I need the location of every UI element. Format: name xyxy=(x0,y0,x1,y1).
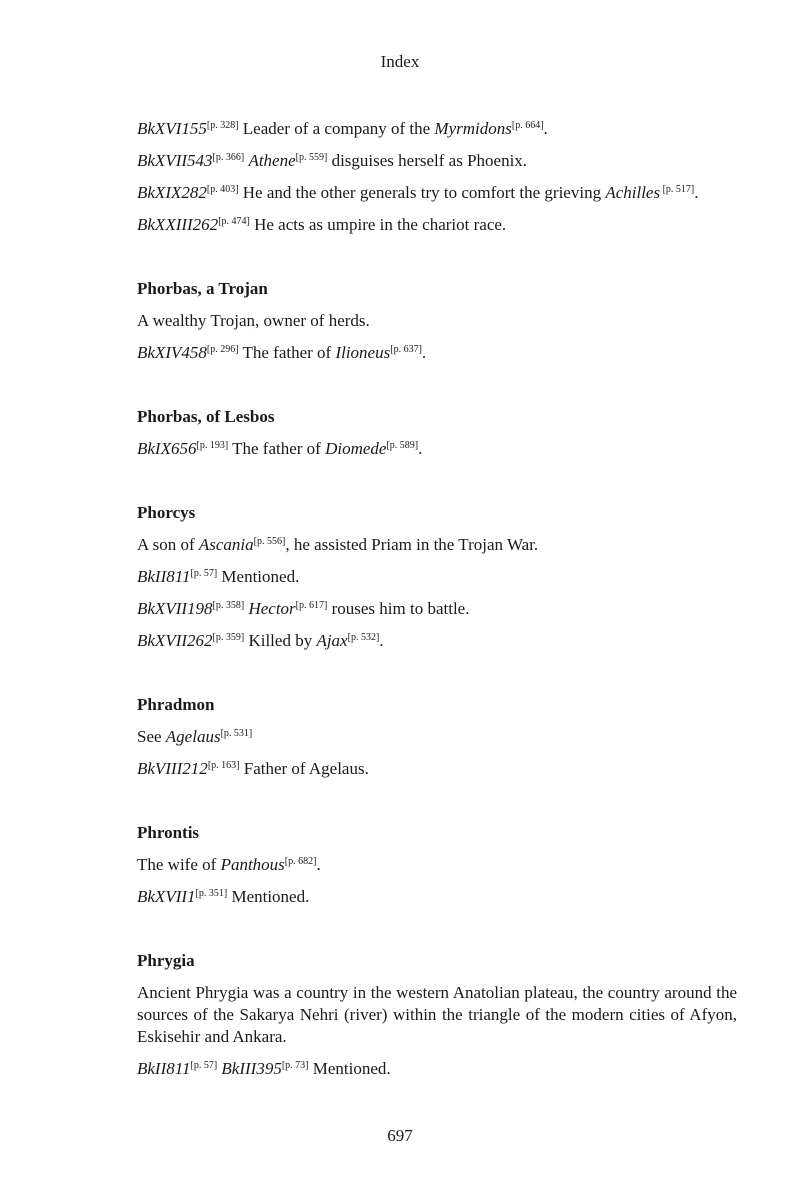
entry-text: He and the other generals try to comfort the grieving xyxy=(238,183,606,202)
entry-line xyxy=(137,630,737,652)
entry-line xyxy=(137,598,737,620)
page-ref-link[interactable]: [p. 296] xyxy=(206,344,239,355)
entry-text: . xyxy=(543,119,548,138)
entry-text: See xyxy=(137,727,166,746)
book-reference[interactable]: BkXXIII262 xyxy=(137,215,219,234)
page-ref-link[interactable]: [p. 366] xyxy=(212,152,245,163)
book-reference[interactable]: BkXVII1 xyxy=(137,887,196,906)
entry-text: The wife of xyxy=(137,855,221,874)
entry-text: . xyxy=(694,183,699,202)
entry-heading: Phradmon xyxy=(137,695,215,714)
page-ref-link[interactable]: [p. 403] xyxy=(206,184,239,195)
book-reference[interactable]: Ilioneus xyxy=(335,343,391,362)
page-ref-link[interactable]: [p. 359] xyxy=(212,632,245,643)
book-reference[interactable]: Panthous xyxy=(220,855,285,874)
entry-line xyxy=(137,342,737,364)
entry-text: . xyxy=(316,855,321,874)
book-reference[interactable]: BkXVII262 xyxy=(137,631,213,650)
index-entry xyxy=(137,502,737,652)
book-reference[interactable]: Agelaus xyxy=(165,727,221,746)
entry-text: He acts as umpire in the chariot race. xyxy=(249,215,507,234)
entry-text: A wealthy Trojan, owner of herds. xyxy=(137,311,370,330)
entry-heading: Phrygia xyxy=(137,951,195,970)
book-reference[interactable]: BkXVI155 xyxy=(137,119,207,138)
page-ref-link[interactable]: [p. 589] xyxy=(386,440,419,451)
page-ref-link[interactable]: [p. 532] xyxy=(347,632,380,643)
entry-text: , he assisted Priam in the Trojan War. xyxy=(285,535,539,554)
entry-line xyxy=(137,534,737,556)
page-ref-link[interactable]: [p. 57] xyxy=(190,568,218,579)
page-ref-link[interactable]: [p. 617] xyxy=(295,600,328,611)
page-ref-link[interactable]: [p. 193] xyxy=(196,440,229,451)
book-reference[interactable]: BkVIII212 xyxy=(137,759,208,778)
entry-text: Mentioned. xyxy=(217,567,300,586)
entry-text: Leader of a company of the xyxy=(238,119,435,138)
entry-text: rouses him to battle. xyxy=(327,599,470,618)
entry-line xyxy=(137,150,737,172)
page-ref-link[interactable]: [p. 556] xyxy=(253,536,286,547)
book-reference[interactable]: Diomede xyxy=(325,439,387,458)
book-reference[interactable]: Athene xyxy=(248,151,296,170)
index-entry xyxy=(137,950,737,1080)
entry-line xyxy=(137,886,737,908)
book-reference[interactable]: Achilles xyxy=(605,183,661,202)
entry-line xyxy=(137,566,737,588)
book-reference[interactable]: BkII811 xyxy=(137,1059,191,1078)
book-reference[interactable]: BkXIV458 xyxy=(137,343,207,362)
entry-text: Mentioned. xyxy=(227,887,310,906)
entry-text: Ancient Phrygia was a country in the western Anatolian plateau, the country around the sources of the Sakarya Nehri (river) within the triangle of the modern cities of Afyon, Eskisehir and Ankara. xyxy=(137,983,737,1046)
page-ref-link[interactable]: [p. 682] xyxy=(284,856,317,867)
page-ref-link[interactable]: [p. 517] xyxy=(660,184,695,195)
entry-line xyxy=(137,182,737,204)
entry-text: The father of xyxy=(228,439,326,458)
book-reference[interactable]: BkII811 xyxy=(137,567,191,586)
page-ref-link[interactable]: [p. 163] xyxy=(207,760,240,771)
page-ref-link[interactable]: [p. 57] xyxy=(190,1060,218,1071)
entry-text: disguises herself as Phoenix. xyxy=(327,151,528,170)
entry-text: Father of Agelaus. xyxy=(239,759,369,778)
book-reference[interactable]: Hector xyxy=(248,599,296,618)
index-entry xyxy=(137,118,737,236)
book-reference[interactable]: Myrmidons xyxy=(434,119,512,138)
entry-text: The father of xyxy=(238,343,336,362)
page-ref-link[interactable]: [p. 559] xyxy=(295,152,328,163)
entry-heading: Phorcys xyxy=(137,503,196,522)
index-entry xyxy=(137,278,737,364)
entry-line xyxy=(137,854,737,876)
entry-line xyxy=(137,310,737,332)
entry-heading: Phorbas, of Lesbos xyxy=(137,407,275,426)
book-reference[interactable]: BkXIX282 xyxy=(137,183,207,202)
index-entry xyxy=(137,406,737,460)
book-reference[interactable]: BkXVII543 xyxy=(137,151,213,170)
page-ref-link[interactable]: [p. 358] xyxy=(212,600,245,611)
book-reference[interactable]: BkIX656 xyxy=(137,439,197,458)
entry-text: . xyxy=(418,439,423,458)
entry-text: . xyxy=(421,343,427,362)
page-number: 697 xyxy=(387,1126,413,1145)
running-header: Index xyxy=(380,52,420,71)
entry-line xyxy=(137,118,737,140)
entry-text: . xyxy=(379,631,384,650)
book-reference[interactable]: Ajax xyxy=(316,631,348,650)
index-entry xyxy=(137,822,737,908)
book-reference[interactable]: Ascania xyxy=(198,535,254,554)
index-content xyxy=(137,118,737,1090)
page-ref-link[interactable]: [p. 73] xyxy=(281,1060,309,1071)
book-reference[interactable]: BkIII395 xyxy=(221,1059,282,1078)
entry-line xyxy=(137,438,737,460)
entry-text: A son of xyxy=(137,535,199,554)
book-reference[interactable]: BkXVII198 xyxy=(137,599,213,618)
entry-line xyxy=(137,982,737,1048)
entry-line xyxy=(137,214,737,236)
page-ref-link[interactable]: [p. 328] xyxy=(206,120,239,131)
index-entry xyxy=(137,694,737,780)
entry-text: Killed by xyxy=(244,631,317,650)
entry-text: Mentioned. xyxy=(308,1059,391,1078)
entry-heading: Phrontis xyxy=(137,823,200,842)
page-ref-link[interactable]: [p. 474] xyxy=(218,216,250,227)
entry-heading: Phorbas, a Trojan xyxy=(137,279,268,298)
page-ref-link[interactable]: [p. 351] xyxy=(195,888,228,899)
entry-line xyxy=(137,758,737,780)
page-ref-link[interactable]: [p. 531] xyxy=(220,728,253,739)
page-ref-link[interactable]: [p. 664] xyxy=(511,120,544,131)
page-ref-link[interactable]: [p. 637] xyxy=(390,344,422,355)
entry-line xyxy=(137,1058,737,1080)
entry-line xyxy=(137,726,737,748)
